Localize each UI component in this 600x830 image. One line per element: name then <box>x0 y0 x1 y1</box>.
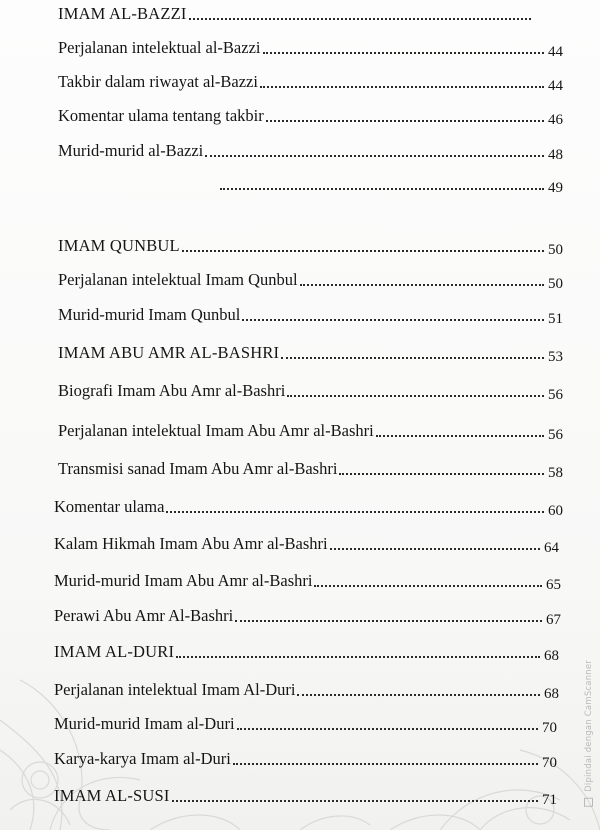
toc-entry-label: Perawi Abu Amr Al-Bashri <box>54 606 234 625</box>
dot-leader <box>166 510 544 513</box>
dot-leader <box>205 154 544 157</box>
toc-entry-label: IMAM AL-BAZZI <box>58 4 187 23</box>
dot-leader <box>376 434 544 437</box>
toc-entry-page: 64 <box>544 540 559 556</box>
toc-entry <box>58 270 563 290</box>
toc-entry <box>54 642 559 662</box>
toc-entry <box>58 106 563 126</box>
toc-entry-page: 68 <box>544 648 559 664</box>
toc-entry-label: IMAM AL-DURI <box>54 642 175 661</box>
toc-entry-page: 70 <box>542 720 557 736</box>
dot-leader <box>314 584 542 587</box>
dot-leader <box>287 394 544 397</box>
dot-leader <box>330 547 540 550</box>
toc-entry-label: Komentar ulama <box>54 497 165 516</box>
toc-entry-page: 44 <box>548 44 563 60</box>
toc-entry-page: 46 <box>548 112 563 128</box>
toc-entry <box>58 343 563 363</box>
toc-entry-label: Biografi Imam Abu Amr al-Bashri <box>58 381 286 400</box>
dot-leader <box>260 85 544 88</box>
toc-entry-page: 50 <box>548 242 563 258</box>
toc-entry-label: IMAM ABU AMR AL-BASHRI <box>58 343 280 362</box>
toc-entry-label: Kalam Hikmah Imam Abu Amr al-Bashri <box>54 534 328 553</box>
toc-entry <box>58 381 563 401</box>
dot-leader <box>263 51 545 54</box>
toc-entry-label: Perjalanan intelektual al-Bazzi <box>58 38 261 57</box>
toc-entry <box>218 174 563 194</box>
toc-entry-label: Perjalanan intelektual Imam Abu Amr al-Bashri <box>58 421 374 440</box>
toc-entry <box>58 421 563 441</box>
toc-entry-page: 56 <box>548 387 563 403</box>
toc-entry-label: IMAM AL-SUSI <box>54 786 170 805</box>
dot-leader <box>339 472 544 475</box>
toc-entry-page: 48 <box>548 147 563 163</box>
toc-entry-page: 53 <box>548 349 563 365</box>
toc-entry-label: Murid-murid Imam Abu Amr al-Bashri <box>54 571 313 590</box>
toc-entry-page: 49 <box>548 180 563 196</box>
camscanner-icon <box>585 798 594 807</box>
dot-leader <box>300 283 544 286</box>
toc-entry <box>58 72 563 92</box>
dot-leader <box>189 17 531 20</box>
toc-entry-page: 50 <box>548 276 563 292</box>
toc-entry <box>54 606 561 626</box>
toc-entry-label: Komentar ulama tentang takbir <box>58 106 264 125</box>
toc-entry <box>58 141 563 161</box>
dot-leader <box>172 799 538 802</box>
toc-entry-page: 71 <box>542 792 557 808</box>
toc-entry <box>54 786 557 806</box>
dot-leader <box>266 119 544 122</box>
dot-leader <box>176 655 540 658</box>
toc-entry-label: Takbir dalam riwayat al-Bazzi <box>58 72 258 91</box>
dot-leader <box>233 762 538 765</box>
toc-entry-label: Perjalanan intelektual Imam Al-Duri <box>54 680 296 699</box>
toc-entry-page: 65 <box>546 577 561 593</box>
dot-leader <box>235 619 542 622</box>
toc-entry <box>54 749 557 769</box>
toc-entry-label: Murid-murid Imam al-Duri <box>54 714 235 733</box>
toc-entry-page: 58 <box>548 465 563 481</box>
dot-leader <box>182 249 544 252</box>
toc-entry <box>58 236 563 256</box>
scanner-watermark <box>584 660 594 807</box>
toc-entry-label: Karya-karya Imam al-Duri <box>54 749 231 768</box>
toc-entry-page: 68 <box>544 686 559 702</box>
toc-entry <box>58 4 535 24</box>
toc-entry-page: 56 <box>548 427 563 443</box>
toc-entry <box>54 497 563 517</box>
toc-entry-page: 70 <box>542 755 557 771</box>
toc-entry-page: 60 <box>548 503 563 519</box>
toc-entry <box>54 571 561 591</box>
toc-entry-label: IMAM QUNBUL <box>58 236 180 255</box>
dot-leader <box>281 356 544 359</box>
toc-entry-label: Transmisi sanad Imam Abu Amr al-Bashri <box>58 459 338 478</box>
toc-entry-page: 67 <box>546 612 561 628</box>
dot-leader <box>220 187 544 190</box>
toc-entry <box>54 714 557 734</box>
toc-entry-label: Perjalanan intelektual Imam Qunbul <box>58 270 298 289</box>
toc-entry <box>58 38 563 58</box>
toc-entry-page: 44 <box>548 78 563 94</box>
toc-entry-label: Murid-murid Imam Qunbul <box>58 305 241 324</box>
toc-entry-label: Murid-murid al-Bazzi <box>58 141 204 160</box>
toc-entry <box>54 534 559 554</box>
toc-entry <box>58 305 563 325</box>
toc-entry <box>58 459 563 479</box>
toc-entry <box>54 680 559 700</box>
toc-entry-page: 51 <box>548 311 563 327</box>
dot-leader <box>242 318 544 321</box>
scanner-watermark-text: Dipindai dengan CamScanner <box>584 660 594 792</box>
dot-leader <box>237 727 538 730</box>
dot-leader <box>297 693 540 696</box>
